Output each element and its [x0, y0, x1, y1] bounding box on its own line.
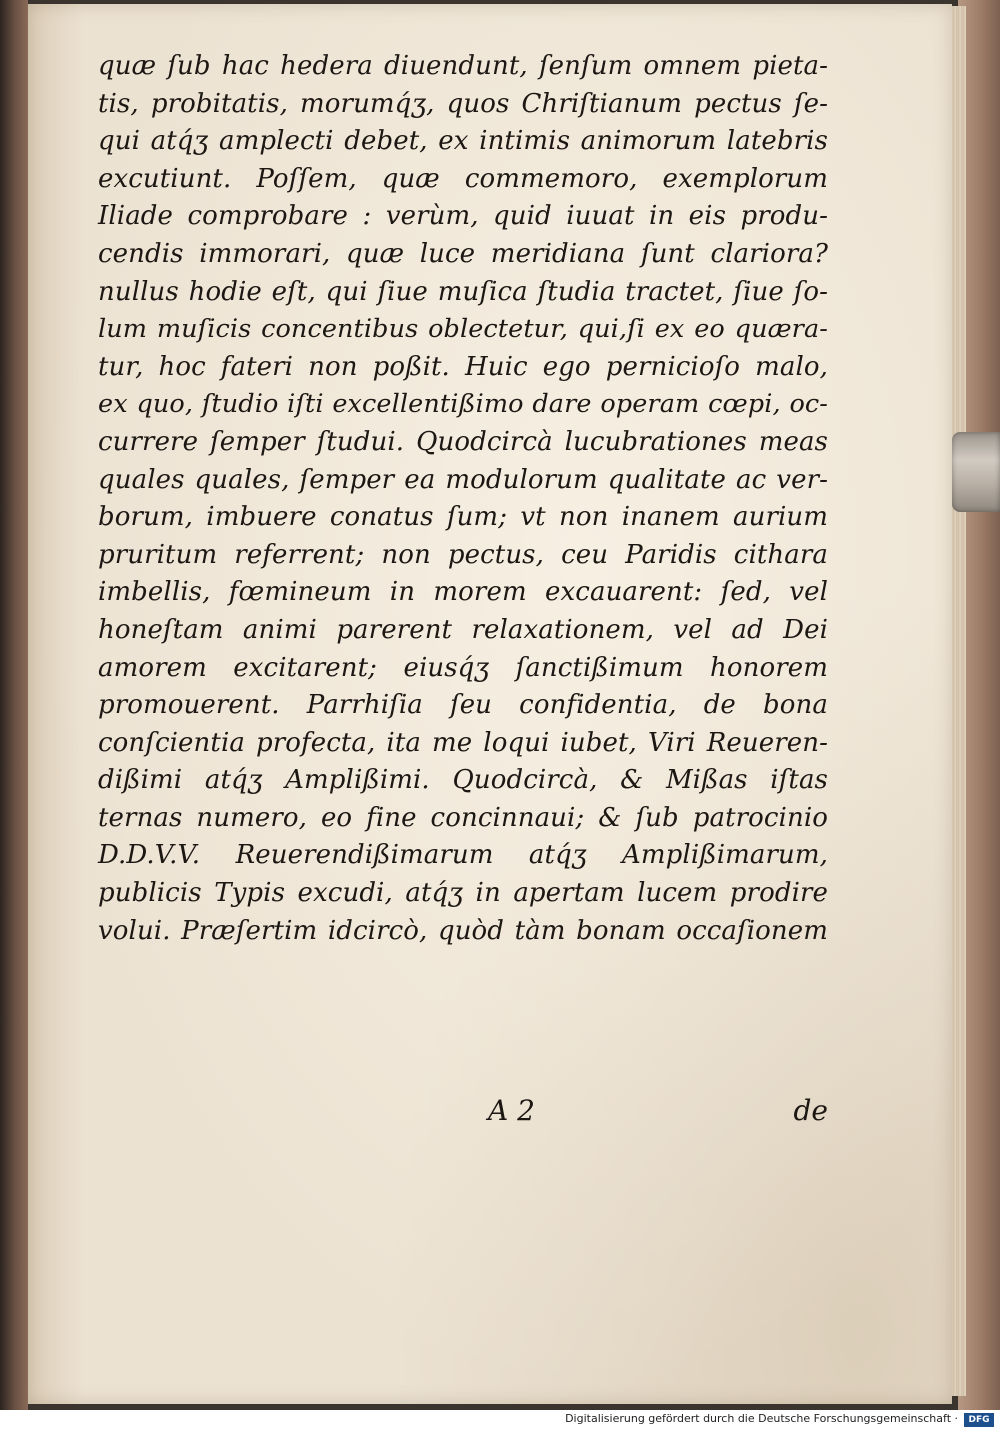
footer-bar	[0, 1410, 1000, 1431]
page-clip	[952, 432, 1000, 512]
text-line: honeſtam animi parerent relaxationem, vel ad Dei	[98, 614, 828, 645]
text-line: nullus hodie eſt, qui ſiue muſica ſtudia tractet, ſiue ſo-	[98, 276, 828, 307]
text-line: tis, probitatis, morumq́ʒ, quos Chriſtianum pectus ſe-	[98, 88, 828, 119]
dfg-logo-icon: DFG	[964, 1413, 994, 1427]
text-line: quales quales, ſemper ea modulorum qualitate ac ver-	[98, 464, 828, 495]
book-cover-left	[0, 0, 28, 1410]
text-line: amorem excitarent; eiusq́ʒ ſanctißimum honorem	[98, 652, 828, 683]
text-line: publicis Typis excudi, atq́ʒ in apertam lucem prodire	[98, 878, 828, 909]
text-line: promouerent. Parrhiſia ſeu confidentia, de bona	[98, 690, 828, 721]
signature-mark: A 2	[488, 1094, 535, 1127]
text-line: tur, hoc fateri non poßit. Huic ego pernicioſo malo,	[98, 351, 828, 382]
page-foot	[98, 1094, 828, 1134]
text-line: pruritum referrent; non pectus, ceu Paridis cithara	[98, 539, 828, 570]
body-text	[98, 48, 828, 950]
text-line: quæ ſub hac hedera diuendunt, ſenſum omnem pieta-	[98, 51, 828, 81]
text-line: D.D.V.V. Reuerendißimarum atq́ʒ Amplißimarum,	[98, 840, 828, 871]
book-page	[28, 4, 952, 1404]
funding-credit: Digitalisierung gefördert durch die Deutsche Forschungsgemeinschaft ·	[565, 1412, 958, 1425]
text-line: ex quo, ſtudio iſti excellentißimo dare operam cœpi, oc-	[98, 389, 828, 420]
text-line: imbellis, fœmineum in morem excauarent: ſed, vel	[98, 577, 828, 608]
text-line: borum, imbuere conatus ſum; vt non inanem aurium	[98, 502, 828, 533]
text-line: dißimi atq́ʒ Amplißimi. Quodcircà, & Mißas iſtas	[98, 765, 828, 796]
text-line: ternas numero, eo fine concinnaui; & ſub patrocinio	[98, 802, 828, 833]
text-line: Iliade comprobare : verùm, quid iuuat in eis produ-	[98, 201, 828, 232]
text-line: currere ſemper ſtudui. Quodcircà lucubrationes meas	[98, 426, 828, 457]
catchword: de	[793, 1094, 828, 1127]
text-line: cendis immorari, quæ luce meridiana ſunt clariora?	[98, 238, 828, 269]
text-line: lum muſicis concentibus oblectetur, qui,ſi ex eo quæra-	[98, 314, 828, 345]
page-edges	[952, 6, 966, 1396]
text-line: qui atq́ʒ amplecti debet, ex intimis animorum latebris	[98, 126, 828, 157]
text-line: conſcientia profecta, ita me loqui iubet, Viri Reueren-	[98, 727, 828, 758]
text-line: volui. Præſertim idcircò, quòd tàm bonam occaſionem	[98, 915, 828, 946]
text-line: excutiunt. Poſſem, quæ commemoro, exemplorum	[98, 163, 828, 194]
